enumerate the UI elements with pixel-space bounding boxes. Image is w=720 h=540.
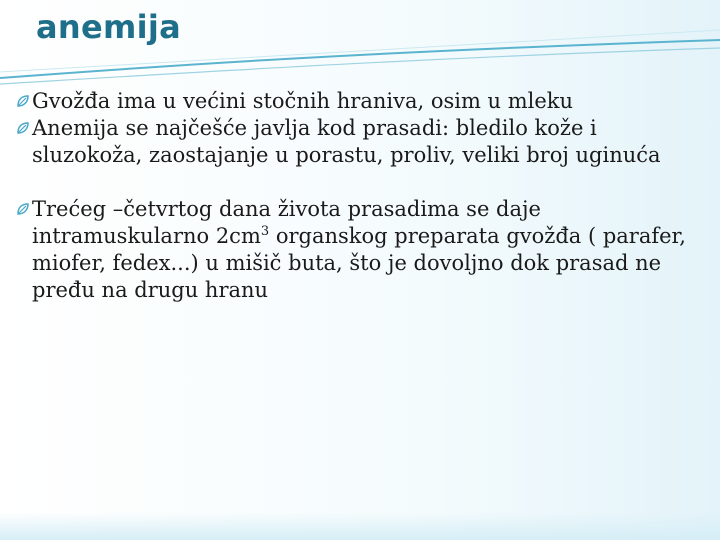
bottom-band	[0, 512, 720, 540]
bullet-text-2: Anemija se najčešće javlja kod prasadi: bledilo kože i sluzokoža, zaostajanje u porastu, proliv, veliki broj uginuća	[32, 116, 661, 167]
bullet-text-3a: Trećeg –četvrtog dana života prasadima se daje intramuskularno 2cm	[32, 197, 541, 248]
bullet-item-1	[16, 88, 706, 115]
superscript-3: 3	[260, 224, 270, 239]
leaf-bullet-icon	[16, 202, 30, 216]
bullet-item-3	[16, 196, 706, 304]
leaf-bullet-icon	[16, 94, 30, 108]
bullet-text-1: Gvožđa ima u većini stočnih hraniva, osim u mleku	[32, 89, 574, 113]
slide-title: anemija	[36, 8, 182, 46]
bullet-item-2	[16, 115, 706, 169]
bullet-text-3b: organskog preparata gvožđa ( parafer, miofer, fedex...) u mišič buta, što je dovoljno dok prasad ne pređu na drugu hranu	[32, 224, 686, 302]
leaf-bullet-icon	[16, 121, 30, 135]
slide-content	[16, 88, 706, 304]
